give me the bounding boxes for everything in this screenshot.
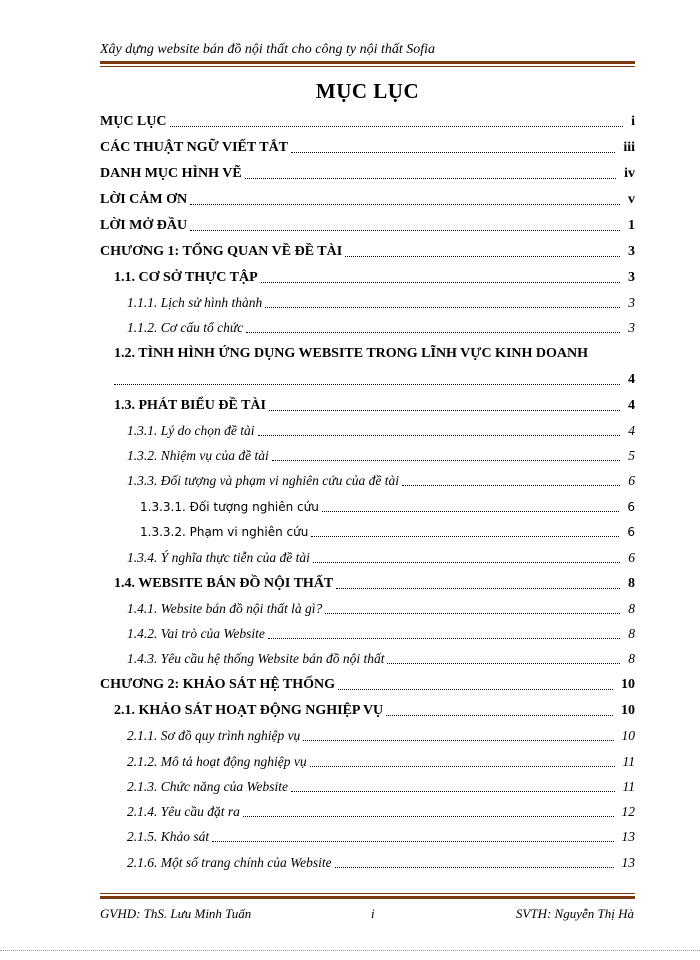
toc-entry-label: 2.1.1. Sơ đồ quy trình nghiệp vụ [127,728,301,743]
toc-entry[interactable] [127,651,635,667]
toc-entry-label: CÁC THUẬT NGỮ VIẾT TẮT [100,140,289,155]
toc-entry-page: 3 [628,320,635,335]
toc-entry-page: 8 [628,601,635,616]
toc-entry[interactable] [127,448,635,464]
toc-entry[interactable] [127,320,635,336]
toc-leader-dots [303,740,613,741]
toc-entry[interactable] [100,244,635,260]
toc-entry-page: 11 [622,754,635,769]
toc-entry-page: 4 [628,398,635,413]
toc-entry-page: 11 [622,779,635,794]
toc-entry-label: 1.3.3.1. Đối tượng nghiên cứu [140,500,319,514]
toc-entry-label: 1.1. CƠ SỞ THỰC TẬP [114,270,258,285]
toc-leader-dots [265,307,620,308]
toc-leader-dots [268,638,620,639]
toc-leader-dots [310,766,615,767]
toc-entry-page: 1 [628,218,635,233]
toc-entry-page: 6 [627,500,635,514]
toc-entry-label: 2.1.6. Một số trang chính của Website [127,855,332,870]
toc-entry-label: 1.1.2. Cơ cấu tổ chức [127,320,244,335]
toc-leader-dots [291,152,615,153]
toc-entry-page: 3 [628,244,635,259]
toc-leader-dots [245,178,616,179]
toc-leader-dots [325,613,620,614]
toc-entry[interactable] [114,270,635,286]
toc-leader-dots [311,536,619,537]
toc-leader-dots [291,791,615,792]
toc-leader-dots [243,816,614,817]
toc-entry-label: 1.4.3. Yêu cầu hệ thống Website bán đồ nội thất [127,651,385,666]
toc-entry-page: 8 [628,651,635,666]
toc-entry-label: 2.1.5. Khảo sát [127,829,210,844]
toc-entry-page: 13 [621,855,635,870]
toc-entry-page: 6 [627,525,635,539]
toc-entry[interactable] [127,473,635,489]
toc-entry[interactable] [100,140,635,156]
footer-page-number: i [371,906,375,921]
toc-entry[interactable] [140,499,635,515]
toc-entry-label: MỤC LỤC [100,114,167,129]
toc-leader-dots [345,256,620,257]
toc-leader-dots [322,511,619,512]
toc-entry-label: 1.3.1. Lý do chọn đề tài [127,423,255,438]
running-header: Xây dựng website bán đồ nội thất cho công ty nội thất Sofia [100,42,436,57]
toc-entry-page: 8 [628,626,635,641]
toc-leader-dots [212,841,613,842]
toc-leader-dots [272,460,621,461]
toc-entry-label: 1.3.3.2. Phạm vi nghiên cứu [140,525,309,539]
toc-leader-dots [258,435,621,436]
toc-entry-label: 2.1.4. Yêu cầu đặt ra [127,804,240,819]
toc-entry-label: 1.3.4. Ý nghĩa thực tiễn của đề tài [127,550,310,565]
toc-entry[interactable] [127,754,635,770]
toc-entry-label: 1.3.3. Đối tượng và phạm vi nghiên cứu của đề tài [127,473,400,488]
toc-entry[interactable] [114,372,635,388]
toc-leader-dots [386,715,613,716]
footer-rule-thin [100,893,635,894]
toc-entry-page: 4 [628,423,635,438]
footer-advisor: GVHD: ThS. Lưu Minh Tuấn [100,906,252,921]
toc-entry-page: 6 [628,473,635,488]
toc-entry-label: CHƯƠNG 2: KHẢO SÁT HỆ THỐNG [100,677,336,692]
toc-leader-dots [335,867,614,868]
toc-entry[interactable] [100,166,635,182]
toc-entry-label[interactable]: 1.2. TÌNH HÌNH ỨNG DỤNG WEBSITE TRONG LĨNH VỰC KINH DOANH [114,346,588,361]
toc-entry-label: DANH MỤC HÌNH VẼ [100,166,242,181]
page-bottom-edge [0,950,700,951]
toc-entry-page: v [628,192,635,207]
toc-entry[interactable] [114,398,635,414]
toc-entry-page: 8 [628,576,635,591]
toc-entry[interactable] [127,601,635,617]
toc-entry-label: CHƯƠNG 1: TỔNG QUAN VỀ ĐỀ TÀI [100,244,343,259]
toc-leader-dots [114,384,620,385]
footer-rule-thick [100,896,635,899]
toc-entry-label: LỜI CẢM ƠN [100,192,188,207]
toc-entry-page: 4 [628,372,635,387]
toc-leader-dots [402,485,620,486]
toc-entry-page: 10 [621,728,635,743]
toc-entry[interactable] [127,779,635,795]
toc-entry-page: iv [624,166,635,181]
toc-entry[interactable] [100,114,635,130]
toc-entry-label: 1.1.1. Lịch sử hình thành [127,295,263,310]
toc-leader-dots [190,230,620,231]
toc-leader-dots [338,689,613,690]
toc-entry-label: 2.1.3. Chức năng của Website [127,779,288,794]
toc-entry[interactable] [127,423,635,439]
toc-entry-label: 1.3.2. Nhiệm vụ của đề tài [127,448,269,463]
toc-entry-page: i [631,114,635,129]
toc-entry[interactable] [127,295,635,311]
toc-entry-label: 2.1.2. Mô tả hoạt động nghiệp vụ [127,754,307,769]
toc-entry[interactable] [127,728,635,744]
toc-entry[interactable] [100,218,635,234]
toc-leader-dots [269,410,620,411]
toc-entry[interactable] [127,804,635,820]
toc-entry[interactable] [127,855,635,871]
toc-entry[interactable] [114,703,635,719]
toc-entry-page: 12 [621,804,635,819]
toc-leader-dots [261,282,620,283]
toc-entry-page: 10 [621,677,635,692]
toc-entry-page: 10 [621,703,635,718]
page-title: MỤC LỤC [315,79,420,103]
toc-leader-dots [336,588,620,589]
toc-entry[interactable] [100,677,635,693]
toc-entry-label: 1.4.1. Website bán đồ nội thất là gì? [127,601,323,616]
toc-entry[interactable] [127,829,635,845]
toc-entry[interactable] [140,524,635,540]
toc-entry-label: 1.4.2. Vai trò của Website [127,626,265,641]
toc-leader-dots [313,562,620,563]
toc-entry-page: 3 [628,295,635,310]
toc-entry-page: 6 [628,550,635,565]
toc-entry[interactable] [114,576,635,592]
toc-leader-dots [246,332,620,333]
toc-leader-dots [190,204,620,205]
toc-entry-page: iii [623,140,635,155]
toc-entry[interactable] [127,626,635,642]
toc-entry-page: 3 [628,270,635,285]
toc-leader-dots [170,126,624,127]
toc-entry[interactable] [100,192,635,208]
toc-entry-page: 13 [621,829,635,844]
toc-entry[interactable] [127,550,635,566]
toc-entry-label: LỜI MỞ ĐẦU [100,218,188,233]
footer-student: SVTH: Nguyễn Thị Hà [515,906,634,921]
toc-entry-page: 5 [628,448,635,463]
toc-entry-label: 2.1. KHẢO SÁT HOẠT ĐỘNG NGHIỆP VỤ [114,703,384,718]
toc-entry-label: 1.4. WEBSITE BÁN ĐỒ NỘI THẤT [114,576,334,591]
toc-leader-dots [387,663,620,664]
toc-entry-label: 1.3. PHÁT BIỂU ĐỀ TÀI [114,398,266,413]
